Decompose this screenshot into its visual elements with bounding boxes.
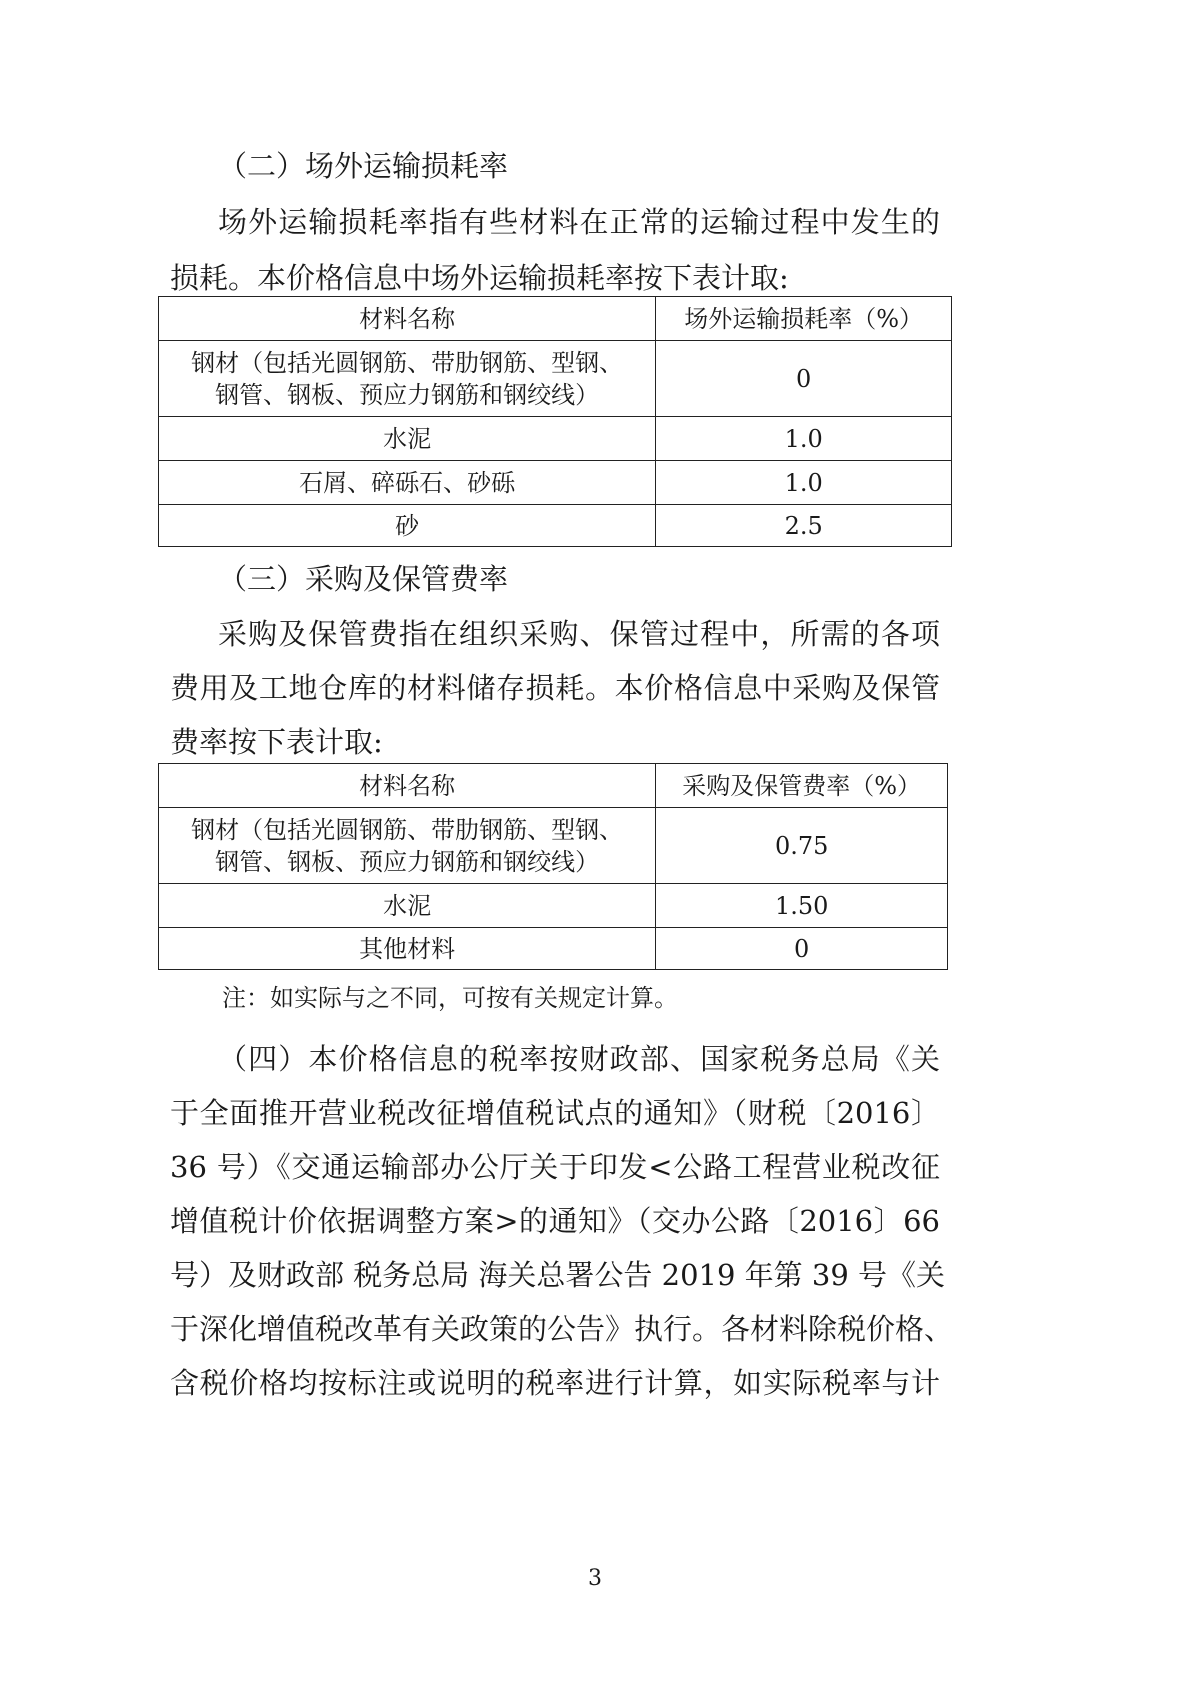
transport-loss-table [158,296,952,547]
paragraph-line: 号）及财政部 税务总局 海关总署公告 2019 年第 39 号《关 [170,1258,946,1292]
purchase-storage-table [158,763,948,970]
table-cell-material [159,341,656,417]
paragraph-line: 费用及工地仓库的材料储存损耗。本价格信息中采购及保管 [170,671,940,705]
table-cell-material: 其他材料 [159,928,656,970]
table-cell-material: 水泥 [159,417,656,461]
material-line: 钢管、钢板、预应力钢筋和钢绞线） [215,847,600,876]
table-row [159,417,952,461]
table-row [159,884,948,928]
table-row [159,928,948,970]
paragraph-line: 损耗。本价格信息中场外运输损耗率按下表计取: [170,261,789,295]
paragraph-line: 增值税计价依据调整方案>的通知》（交办公路〔2016〕66 [170,1204,940,1238]
table-cell-rate: 0 [656,341,952,417]
table-cell-material [159,808,656,884]
table-row [159,341,952,417]
material-line: 钢材（包括光圆钢筋、带肋钢筋、型钢、 [191,348,624,377]
table-header-row [159,764,948,808]
paragraph-line: 于深化增值税改革有关政策的公告》执行。各材料除税价格、 [170,1312,954,1346]
table-cell-rate: 1.0 [656,417,952,461]
table-cell-rate: 0 [656,928,948,970]
material-line: 钢管、钢板、预应力钢筋和钢绞线） [215,380,600,409]
page-number: 3 [588,1566,602,1591]
table-cell-material: 石屑、碎砾石、砂砾 [159,461,656,505]
paragraph-line: 场外运输损耗率指有些材料在正常的运输过程中发生的 [218,205,940,239]
table-header-cell: 场外运输损耗率（%） [656,297,952,341]
table-cell-rate: 2.5 [656,505,952,547]
table-header-cell: 材料名称 [159,297,656,341]
paragraph-line: 36 号）《交通运输部办公厅关于印发<公路工程营业税改征 [170,1150,940,1184]
section-heading: （三）采购及保管费率 [218,562,509,596]
table-header-cell: 材料名称 [159,764,656,808]
table-row [159,461,952,505]
table-row [159,505,952,547]
paragraph-line: （四）本价格信息的税率按财政部、国家税务总局《关 [218,1042,940,1076]
paragraph-line: 费率按下表计取: [170,725,383,759]
table-cell-rate: 1.0 [656,461,952,505]
table-header-cell: 采购及保管费率（%） [656,764,948,808]
paragraph-line: 于全面推开营业税改征增值税试点的通知》（财税〔2016〕 [170,1096,940,1130]
table-cell-material: 水泥 [159,884,656,928]
table-cell-rate: 1.50 [656,884,948,928]
section-heading: （二）场外运输损耗率 [218,149,509,183]
table-cell-rate: 0.75 [656,808,948,884]
paragraph-line: 含税价格均按标注或说明的税率进行计算，如实际税率与计 [170,1366,940,1400]
table-header-row [159,297,952,341]
table-note: 注：如实际与之不同，可按有关规定计算。 [222,984,678,1012]
table-cell-material: 砂 [159,505,656,547]
paragraph-line: 采购及保管费指在组织采购、保管过程中，所需的各项 [218,617,940,651]
table-row [159,808,948,884]
material-line: 钢材（包括光圆钢筋、带肋钢筋、型钢、 [191,815,624,844]
